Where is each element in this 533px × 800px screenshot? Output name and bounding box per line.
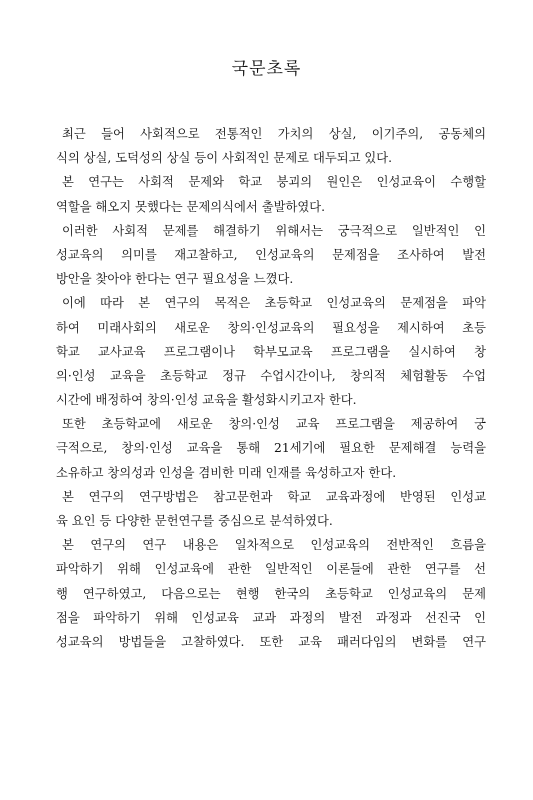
abstract-line: 역할을 해오지 못했다는 문제의식에서 출발하였다. (56, 199, 325, 214)
abstract-line: 방안을 찾아야 한다는 연구 필요성을 느꼈다. (56, 272, 294, 287)
abstract-line: 시간에 배정하여 창의·인성 교육을 활성화시키고자 한다. (56, 393, 357, 408)
abstract-line: 본 연구의 연구방법은 참고문헌과 학교 교육과정에 반영된 인성교 (62, 489, 486, 504)
abstract-line: 행 연구하였고, 다음으로는 현행 한국의 초등학교 인성교육의 문제 (56, 586, 486, 601)
abstract-line: 학교 교사교육 프로그램이나 학부모교육 프로그램을 실시하여 창 (56, 344, 486, 359)
abstract-line: 이에 따라 본 연구의 목적은 초등학교 인성교육의 문제점을 파악 (62, 296, 486, 311)
abstract-line: 파악하기 위해 인성교육에 관한 일반적인 이론들에 관한 연구를 선 (56, 562, 486, 577)
abstract-line: 또한 초등학교에 새로운 창의·인성 교육 프로그램을 제공하여 궁 (62, 417, 486, 432)
abstract-line: 성교육의 방법들을 고찰하였다. 또한 교육 패러다임의 변화를 연구 (56, 634, 486, 649)
abstract-line: 극적으로, 창의·인성 교육을 통해 21세기에 필요한 문제해결 능력을 (56, 441, 486, 456)
abstract-body (56, 122, 486, 654)
abstract-line: 하여 미래사회의 새로운 창의·인성교육의 필요성을 제시하여 초등 (56, 320, 486, 335)
abstract-line: 본 연구는 사회적 문제와 학교 붕괴의 원인은 인성교육이 수행할 (62, 175, 486, 190)
abstract-line: 의·인성 교육을 초등학교 정규 수업시간이나, 창의적 체험활동 수업 (56, 368, 486, 383)
abstract-line: 성교육의 의미를 재고찰하고, 인성교육의 문제점을 조사하여 발전 (56, 247, 486, 262)
abstract-line: 본 연구의 연구 내용은 일차적으로 인성교육의 전반적인 흐름을 (62, 538, 486, 553)
abstract-line: 점을 파악하기 위해 인성교육 교과 과정의 발전 과정과 선진국 인 (56, 610, 486, 625)
abstract-line: 식의 상실, 도덕성의 상실 등이 사회적인 문제로 대두되고 있다. (56, 151, 393, 166)
abstract-line: 이러한 사회적 문제를 해결하기 위해서는 궁극적으로 일반적인 인 (62, 223, 486, 238)
page-title: 국문초록 (231, 59, 302, 79)
abstract-line: 육 요인 등 다양한 문헌연구를 중심으로 분석하였다. (56, 514, 333, 528)
abstract-line: 최근 들어 사회적으로 전통적인 가치의 상실, 이기주의, 공동체의 (62, 127, 486, 141)
abstract-line: 소유하고 창의성과 인성을 겸비한 미래 인재를 육성하고자 한다. (56, 465, 397, 480)
